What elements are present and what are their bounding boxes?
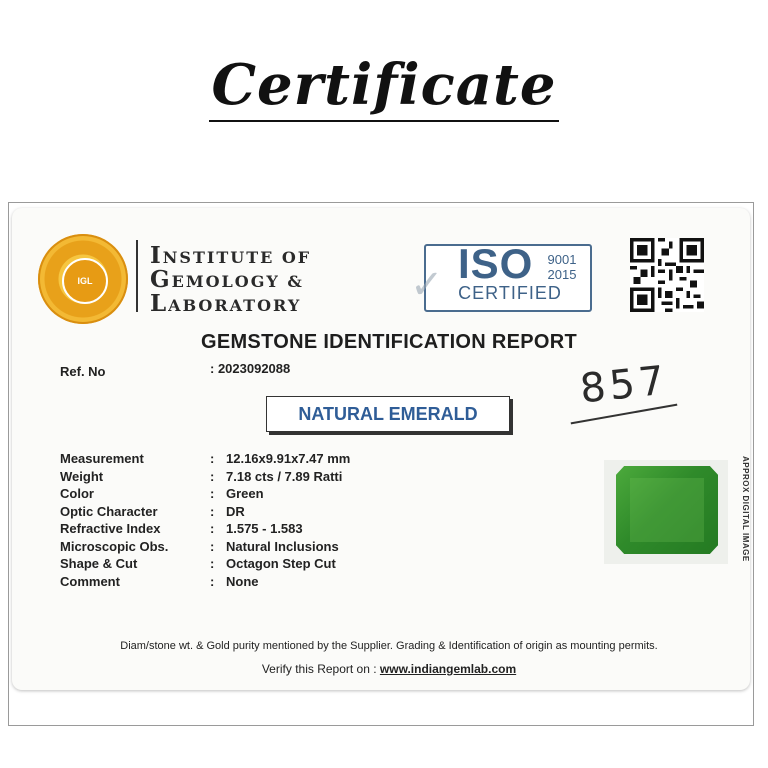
qr-code-icon [630,238,704,312]
detail-colon: : [210,468,215,484]
detail-value: None [226,573,259,589]
verify-line [0,662,768,676]
side-label: APPROX DIGITAL IMAGE [741,456,750,562]
detail-value: 12.16x9.91x7.47 mm [226,451,351,467]
page-heading [0,52,768,118]
disclaimer-text: Diam/stone wt. & Gold purity mentioned by the Supplier. Grading & Identification of origin as mounting permits. [120,640,658,652]
institute-name-line3 [150,290,301,317]
institute-name-line2 [150,266,304,293]
detail-row [60,520,350,538]
detail-row [60,538,350,556]
detail-value: 7.18 cts / 7.89 Ratti [226,468,343,484]
verify-link[interactable]: www.indiangemlab.com [379,662,517,676]
detail-label: Refractive Index [60,521,161,537]
detail-label: Optic Character [60,503,158,519]
iso-numbers [540,252,584,282]
detail-row [60,468,350,486]
institute-line2-cap: G [150,266,172,293]
detail-colon: : [210,451,215,467]
detail-colon: : [210,521,215,537]
detail-row [60,450,350,468]
detail-value: 1.575 - 1.583 [226,521,303,537]
detail-row [60,503,350,521]
ref-label: Ref. No [60,364,106,379]
detail-colon: : [210,503,215,519]
iso-number: 9001 [547,252,577,267]
detail-colon: : [210,556,215,572]
detail-value: Green [226,486,264,502]
institute-line2-rest: EMOLOGY & [171,272,304,291]
gem-name: NATURAL EMERALD [298,403,478,424]
detail-colon: : [210,538,215,554]
detail-value: DR [226,503,245,519]
detail-colon: : [210,486,215,502]
detail-row [60,555,350,573]
verify-prefix: Verify this Report on : [261,662,380,676]
ref-value: : 2023092088 [210,361,291,376]
detail-label: Comment [60,573,120,589]
institute-name-line1 [150,242,311,269]
detail-label: Color [60,486,94,502]
detail-value: Octagon Step Cut [226,556,336,572]
detail-label: Shape & Cut [60,556,138,572]
handwritten-number: 857 [577,357,671,413]
gem-name-box [266,396,510,432]
detail-value: Natural Inclusions [226,538,339,554]
detail-label: Weight [60,468,104,484]
institute-line3-rest: ABORATORY [168,296,302,315]
institute-line1-rest: NSTITUTE OF [162,248,312,267]
seal-center [62,258,108,304]
seal-text: IGL [77,276,93,286]
report-title: GEMSTONE IDENTIFICATION REPORT [200,331,578,353]
heading-text: Certificate [209,52,558,122]
gem-table-facet [630,478,704,542]
detail-row [60,573,350,591]
institute-line1-cap: I [150,242,163,269]
iso-check-icon: ✓ [410,263,444,307]
detail-row [60,485,350,503]
logo-divider [136,240,138,312]
iso-label: ISO [458,240,534,287]
institute-line3-cap: L [150,290,169,317]
detail-label: Measurement [60,451,144,467]
iso-certified: CERTIFIED [458,283,562,303]
detail-colon: : [210,573,215,589]
iso-year: 2015 [547,267,577,282]
details-list [60,450,350,590]
detail-label: Microscopic Obs. [60,538,169,554]
